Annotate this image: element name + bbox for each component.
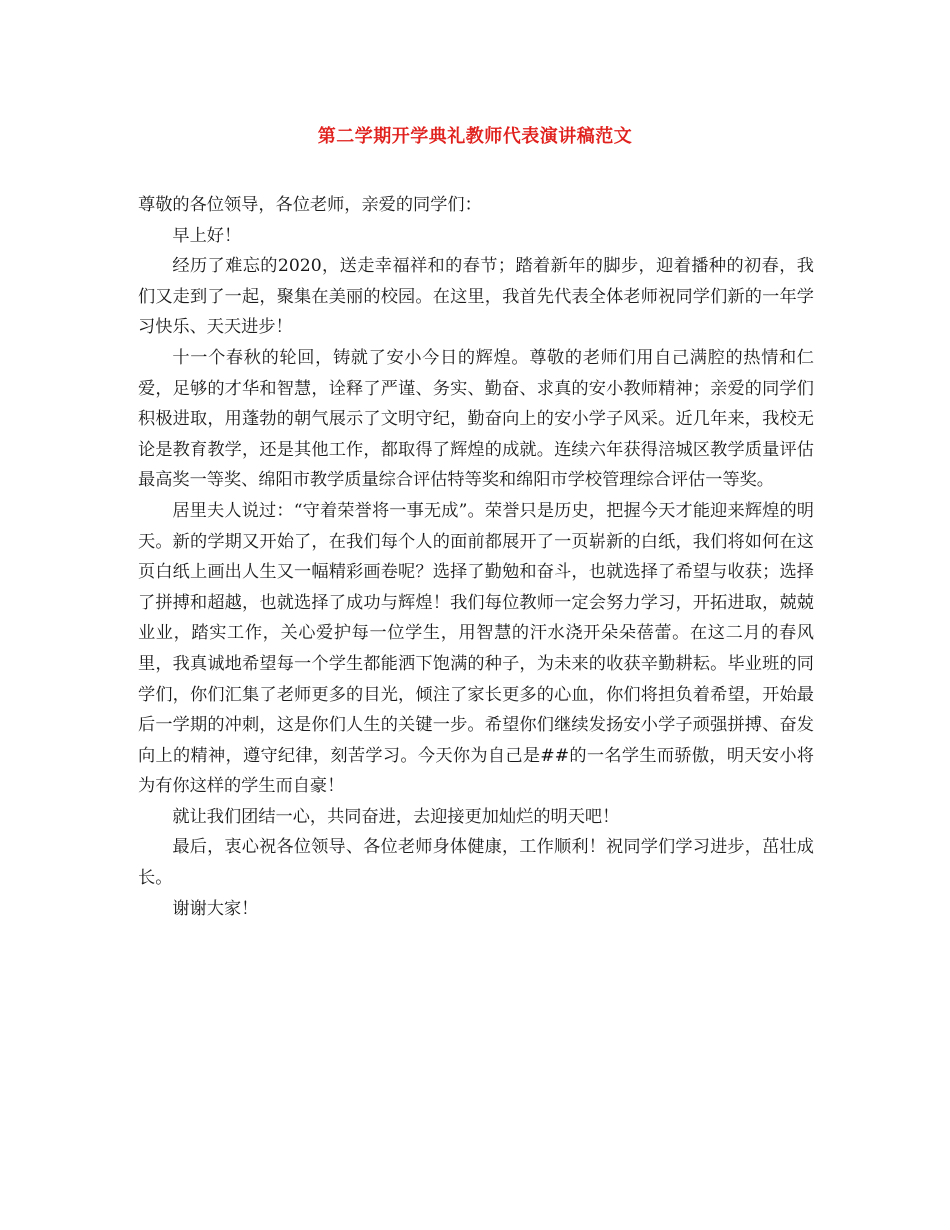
paragraph-thanks: 谢谢大家！ [172, 898, 259, 919]
paragraph-achievements: 十一个春秋的轮回，铸就了安小今日的辉煌。尊敬的老师们用自己满腔的热情和仁爱，足够的才华和智慧，诠释了严谨、务实、勤奋、求真的安小教师精神；亲爱的同学们积极进取，用蓬勃的朝气展示了文明守纪，勤奋向上的安小学子风采。近几年来，我校无论是教育教学，还是其他工作，都取得了辉煌的成就。连续六年获得涪城区教学质量评估最高奖一等奖、绵阳市教学质量综合评估特等奖和绵阳市学校管理综合评估一等奖。 [138, 347, 814, 491]
paragraph-greeting: 早上好！ [172, 225, 242, 246]
paragraph-new-semester: 居里夫人说过：“守着荣誉将一事无成”。荣誉只是历史，把握今天才能迎来辉煌的明天。新的学期又开始了，在我们每个人的面前都展开了一页崭新的白纸，我们将如何在这页白纸上画出人生又一幅精彩画卷呢？选择了勤勉和奋斗，也就选择了希望与收获；选择了拼搏和超越，也就选择了成功与辉煌！我们每位教师一定会努力学习，开拓进取，兢兢业业，踏实工作，关心爱护每一位学生，用智慧的汗水浇开朵朵蓓蕾。在这二月的春风里，我真诚地希望每一个学生都能洒下饱满的种子，为未来的收获辛勤耕耘。毕业班的同学们，你们汇集了老师更多的目光，倾注了家长更多的心血，你们将担负着希望，开始最后一学期的冲刺，这是你们人生的关键一步。希望你们继续发扬安小学子顽强拼搏、奋发向上的精神，遵守纪律，刻苦学习。今天你为自己是##的一名学生而骄傲，明天安小将为有你这样的学生而自豪！ [138, 500, 814, 797]
salutation: 尊敬的各位领导，各位老师，亲爱的同学们： [138, 195, 482, 215]
document-body [138, 190, 814, 924]
paragraph-new-year: 经历了难忘的2020，送走幸福祥和的春节；踏着新年的脚步，迎着播种的初春，我们又走到了一起，聚集在美丽的校园。在这里，我首先代表全体老师祝同学们新的一年学习快乐、天天进步！ [138, 256, 814, 338]
paragraph-wishes: 最后，衷心祝各位领导、各位老师身体健康，工作顺利！祝同学们学习进步，茁壮成长。 [138, 837, 814, 889]
document-title: 第二学期开学典礼教师代表演讲稿范文 [317, 126, 633, 147]
paragraph-unity: 就让我们团结一心，共同奋进，去迎接更加灿烂的明天吧！ [172, 806, 620, 827]
